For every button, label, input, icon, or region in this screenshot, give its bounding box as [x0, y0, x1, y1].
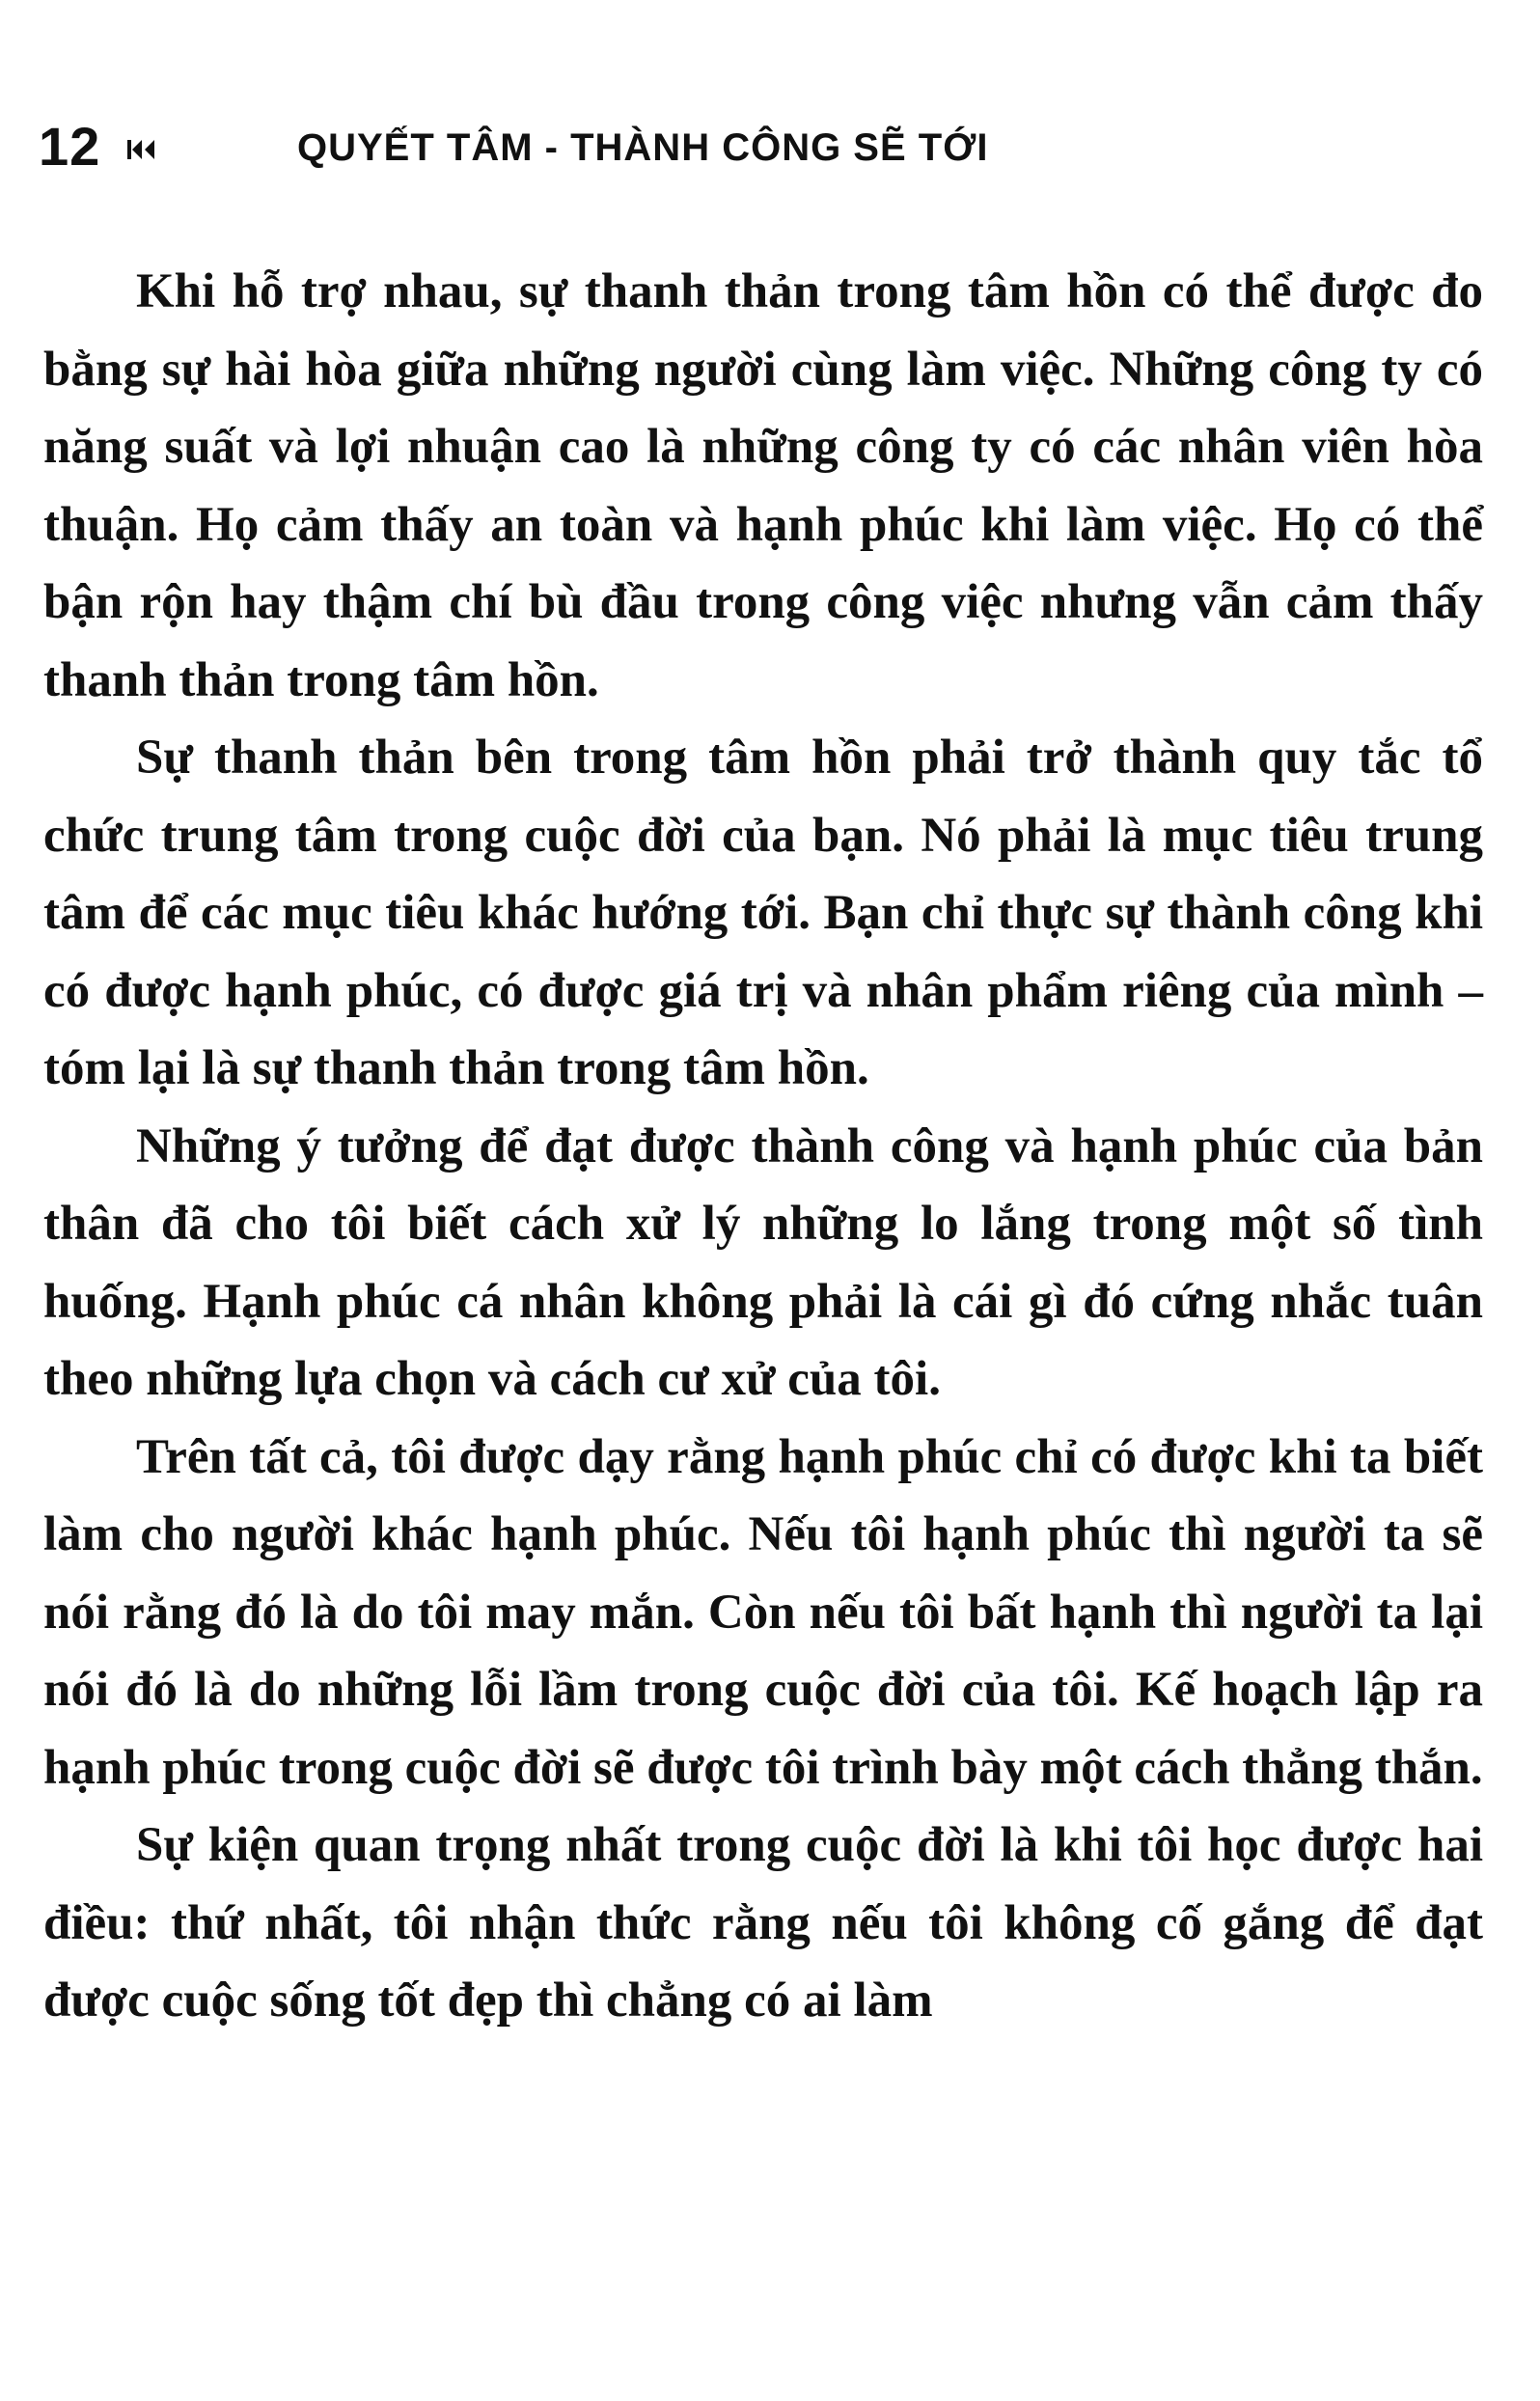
paragraph: Trên tất cả, tôi được dạy rằng hạnh phúc chỉ có được khi ta biết làm cho người khác hạnh phúc. Nếu tôi hạnh phúc thì người ta sẽ nói rằng đó là do tôi may mắn. Còn nếu tôi bất hạnh thì người ta lại nói đó là do những lỗi lầm trong cuộc đời của tôi. Kế hoạch lập ra hạnh phúc trong cuộc đời sẽ được tôi trình bày một cách thẳng thắn.: [43, 1429, 1483, 1795]
paragraph: Sự kiện quan trọng nhất trong cuộc đời là khi tôi học được hai điều: thứ nhất, tôi nhận thức rằng nếu tôi không cố gắng để đạt được cuộc sống tốt đẹp thì chẳng có ai làm: [43, 1818, 1483, 2028]
page-number: 12: [39, 116, 101, 177]
running-title: QUYẾT TÂM - THÀNH CÔNG SẼ TỚI: [297, 126, 989, 169]
double-chevron-left-icon: [127, 139, 156, 160]
page-header: [39, 116, 1486, 203]
paragraph: Sự thanh thản bên trong tâm hồn phải trở thành quy tắc tổ chức trung tâm trong cuộc đời của bạn. Nó phải là mục tiêu trung tâm để các mục tiêu khác hướng tới. Bạn chỉ thực sự thành công khi có được hạnh phúc, có được giá trị và nhân phẩm riêng của mình – tóm lại là sự thanh thản trong tâm hồn.: [43, 731, 1483, 1095]
paragraph: Khi hỗ trợ nhau, sự thanh thản trong tâm hồn có thể được đo bằng sự hài hòa giữa những người cùng làm việc. Những công ty có năng suất và lợi nhuận cao là những công ty có các nhân viên hòa thuận. Họ cảm thấy an toàn và hạnh phúc khi làm việc. Họ có thể bận rộn hay thậm chí bù đầu trong công việc nhưng vẫn cảm thấy thanh thản trong tâm hồn.: [43, 264, 1483, 707]
paragraph: Những ý tưởng để đạt được thành công và hạnh phúc của bản thân đã cho tôi biết cách xử lý những lo lắng trong một số tình huống. Hạnh phúc cá nhân không phải là cái gì đó cứng nhắc tuân theo những lựa chọn và cách cư xử của tôi.: [43, 1118, 1483, 1406]
body-text: [43, 253, 1483, 2040]
